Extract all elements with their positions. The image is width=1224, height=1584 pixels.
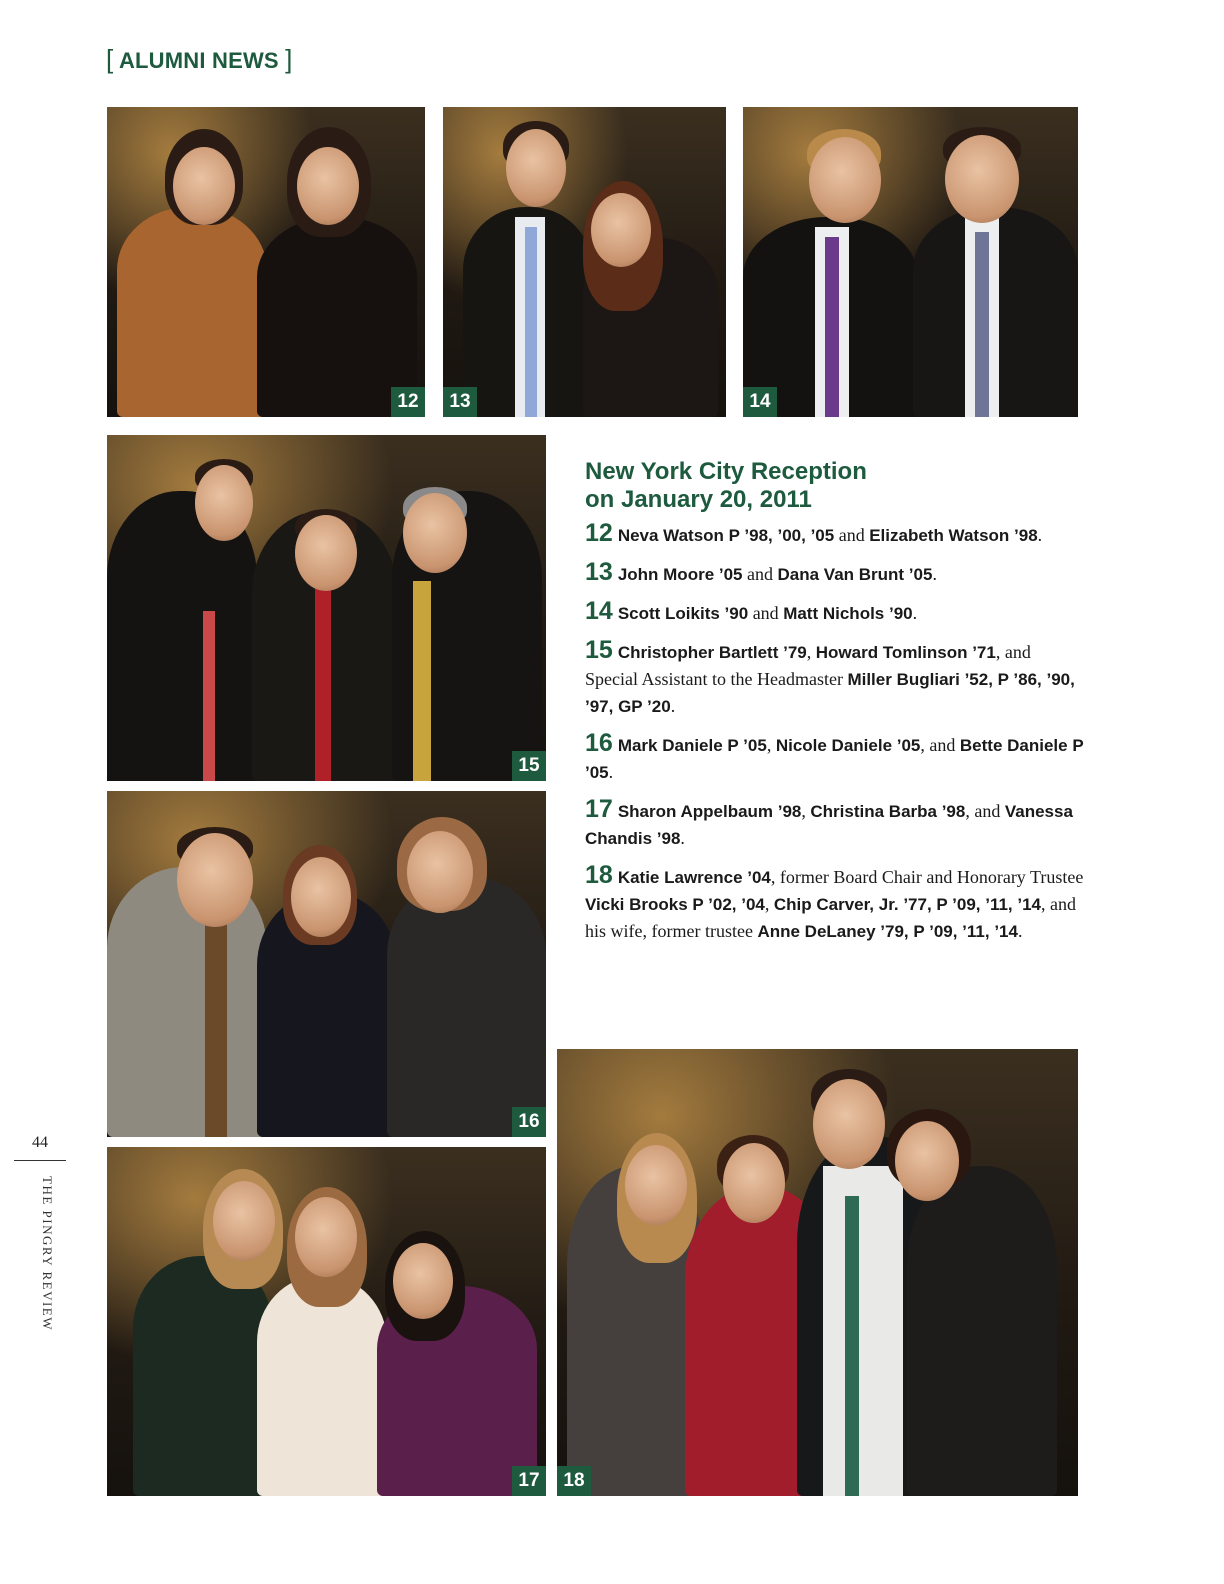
caption-text: , and his wife, former trustee [585, 894, 1077, 941]
caption-text: . [1037, 525, 1043, 545]
caption-text: and [742, 564, 778, 584]
caption-number: 18 [585, 861, 613, 889]
photo-17 [107, 1147, 546, 1496]
event-title-line-2: on January 20, 2011 [585, 486, 812, 513]
photo-number-badge: 13 [443, 387, 477, 417]
caption-15 [585, 637, 1085, 720]
caption-12 [585, 520, 1085, 549]
caption-text: , [806, 642, 816, 662]
caption-name: Sharon Appelbaum ’98 [617, 802, 802, 821]
caption-text: and [834, 525, 870, 545]
caption-17 [585, 796, 1085, 852]
caption-text: , and Special Assistant to the Headmaster [585, 642, 1031, 689]
caption-name: Anne DeLaney ’79, P ’09, ’11, ’14 [757, 922, 1018, 941]
caption-name: Neva Watson P ’98, ’00, ’05 [617, 526, 835, 545]
caption-name: Howard Tomlinson ’71 [815, 643, 996, 662]
event-title [585, 458, 985, 514]
caption-13 [585, 559, 1085, 588]
caption-name: Katie Lawrence ’04 [617, 868, 771, 887]
caption-number: 14 [585, 597, 613, 625]
photo-14 [743, 107, 1078, 417]
caption-name: Matt Nichols ’90 [783, 604, 913, 623]
photo-number-badge: 14 [743, 387, 777, 417]
caption-name: Vanessa Chandis ’98 [585, 802, 1073, 848]
caption-number: 17 [585, 795, 613, 823]
caption-text: , [801, 801, 811, 821]
publication-name: THE PINGRY REVIEW [40, 1176, 55, 1332]
caption-name: Nicole Daniele ’05 [775, 736, 921, 755]
caption-number: 15 [585, 636, 613, 664]
caption-number: 12 [585, 519, 613, 547]
caption-name: Scott Loikits ’90 [617, 604, 749, 623]
caption-name: Christopher Bartlett ’79 [617, 643, 807, 662]
photo-number-badge: 18 [557, 1466, 591, 1496]
caption-18 [585, 862, 1085, 945]
photo-18 [557, 1049, 1078, 1496]
photo-15 [107, 435, 546, 781]
caption-16 [585, 730, 1085, 786]
caption-number: 13 [585, 558, 613, 586]
caption-name: Mark Daniele P ’05 [617, 736, 767, 755]
caption-text: , and [965, 801, 1005, 821]
caption-name: Dana Van Brunt ’05 [777, 565, 933, 584]
photo-16 [107, 791, 546, 1137]
page-number-rule [14, 1160, 66, 1161]
caption-name: John Moore ’05 [617, 565, 743, 584]
caption-text: , and [920, 735, 960, 755]
caption-text: . [608, 762, 614, 782]
photo-number-badge: 17 [512, 1466, 546, 1496]
caption-text: . [1017, 921, 1023, 941]
caption-name: Miller Bugliari ’52, P ’86, ’90, ’97, GP ’20 [585, 670, 1075, 716]
photo-number-badge: 12 [391, 387, 425, 417]
caption-text: and [748, 603, 784, 623]
caption-text: , former Board Chair and Honorary Trustee [770, 867, 1084, 887]
page-number: 44 [32, 1134, 48, 1151]
caption-name: Vicki Brooks P ’02, ’04 [585, 895, 765, 914]
caption-name: Christina Barba ’98 [810, 802, 966, 821]
caption-text: , [764, 894, 774, 914]
caption-14 [585, 598, 1085, 627]
caption-text: . [680, 828, 685, 848]
event-title-line-1: New York City Reception [585, 458, 867, 485]
photo-number-badge: 15 [512, 751, 546, 781]
photo-number-badge: 16 [512, 1107, 546, 1137]
photo-12 [107, 107, 425, 417]
caption-name: Chip Carver, Jr. ’77, P ’09, ’11, ’14 [773, 895, 1042, 914]
caption-text: , [766, 735, 776, 755]
caption-name: Bette Daniele P ’05 [585, 736, 1084, 782]
section-label-text: ALUMNI NEWS [118, 48, 279, 73]
caption-text: . [670, 696, 676, 716]
caption-text: . [912, 603, 918, 623]
caption-list [585, 520, 1085, 955]
caption-name: Elizabeth Watson ’98 [869, 526, 1038, 545]
caption-number: 16 [585, 729, 613, 757]
section-label: [ ALUMNI NEWS ] [106, 44, 293, 74]
caption-text: . [932, 564, 937, 584]
photo-13 [443, 107, 726, 417]
